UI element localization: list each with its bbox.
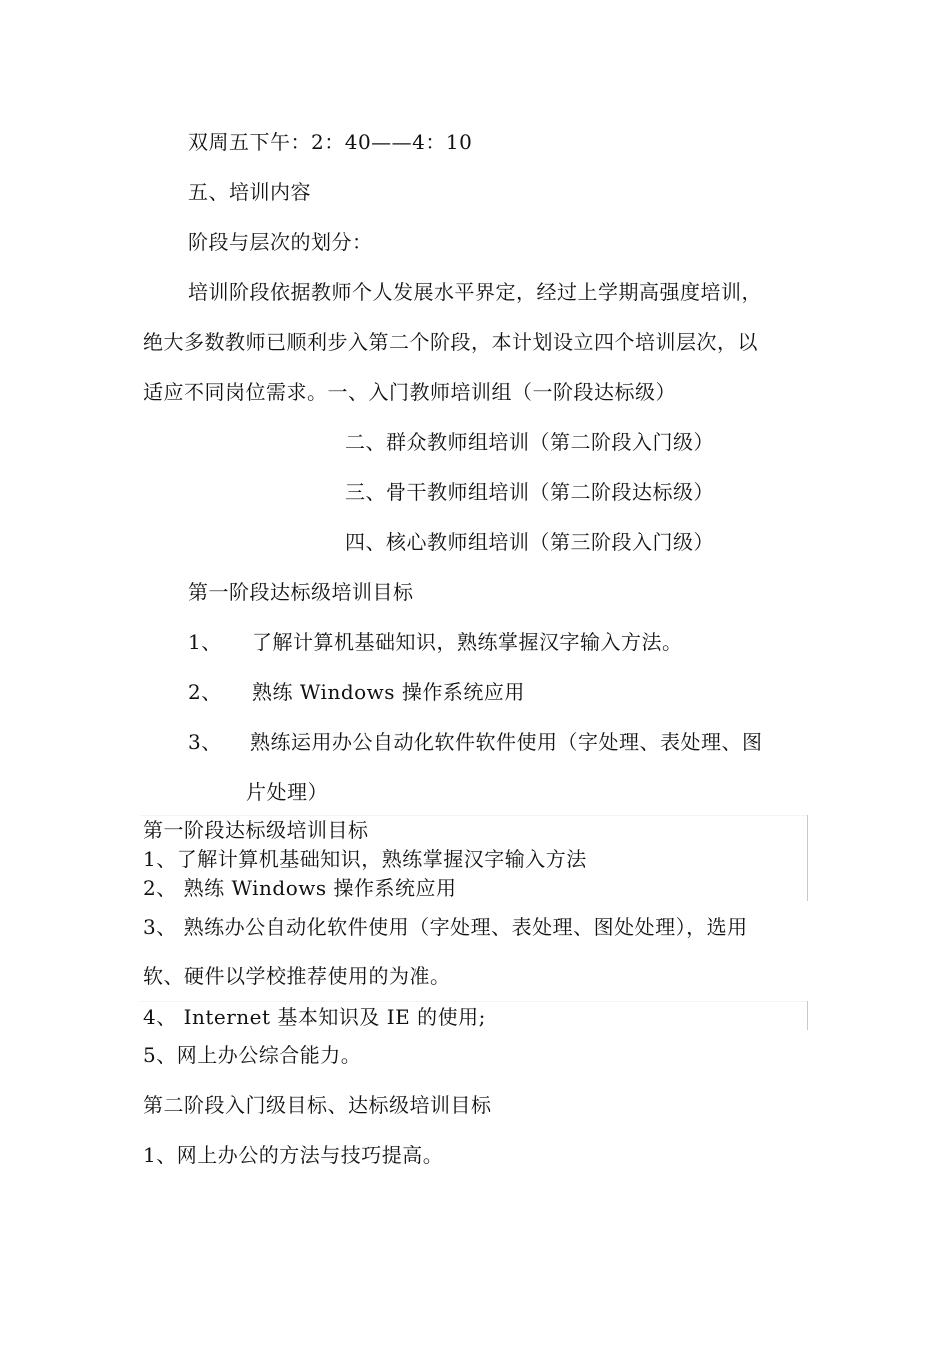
stage1-item-number: 1、 — [188, 630, 222, 654]
stage2-item-1: 1、网上办公的方法与技巧提高。 — [143, 1143, 444, 1167]
stage1-heading: 第一阶段达标级培训目标 — [188, 580, 414, 604]
section-heading: 五、培训内容 — [188, 180, 311, 204]
item-4: 4、 Internet 基本知识及 IE 的使用; — [143, 1005, 486, 1029]
paragraph-line-2: 绝大多数教师已顺利步入第二个阶段，本计划设立四个培训层次，以 — [143, 330, 758, 354]
stage1-item-number: 2、 — [188, 680, 222, 704]
boxed-block-right-rule — [807, 815, 808, 901]
stage1-item-text-continued: 片处理） — [246, 780, 328, 804]
schedule-line: 双周五下午：2：40——4：10 — [188, 130, 473, 154]
stage1-item-text: 了解计算机基础知识，熟练掌握汉字输入方法。 — [252, 630, 683, 654]
boxed-heading: 第一阶段达标级培训目标 — [143, 818, 369, 842]
level-item-3: 三、骨干教师组培训（第二阶段达标级） — [345, 480, 714, 504]
item-4-right-rule — [807, 1001, 808, 1030]
item-4-top-rule — [140, 1001, 808, 1002]
boxed-item-1: 1、了解计算机基础知识，熟练掌握汉字输入方法 — [143, 847, 587, 871]
level-item-4: 四、核心教师组培训（第三阶段入门级） — [345, 530, 714, 554]
item-5: 5、网上办公综合能力。 — [143, 1043, 362, 1067]
item-3-line-1: 3、 熟练办公自动化软件使用（字处理、表处理、图处处理），选用 — [143, 915, 748, 939]
boxed-block-top-rule — [140, 815, 808, 816]
paragraph-line-3: 适应不同岗位需求。一、入门教师培训组（一阶段达标级） — [143, 380, 676, 404]
boxed-item-2: 2、 熟练 Windows 操作系统应用 — [143, 876, 457, 900]
item-3-line-2: 软、硬件以学校推荐使用的为准。 — [143, 964, 451, 988]
level-item-2: 二、群众教师组培训（第二阶段入门级） — [345, 430, 714, 454]
stage1-item-text: 熟练 Windows 操作系统应用 — [252, 680, 525, 704]
stage1-item-number: 3、 — [188, 730, 222, 754]
stage1-item-text: 熟练运用办公自动化软件软件使用（字处理、表处理、图 — [250, 730, 763, 754]
paragraph-line-1: 培训阶段依据教师个人发展水平界定，经过上学期高强度培训， — [188, 280, 762, 304]
subheading-stages: 阶段与层次的划分： — [188, 230, 373, 254]
stage2-heading: 第二阶段入门级目标、达标级培训目标 — [143, 1093, 492, 1117]
